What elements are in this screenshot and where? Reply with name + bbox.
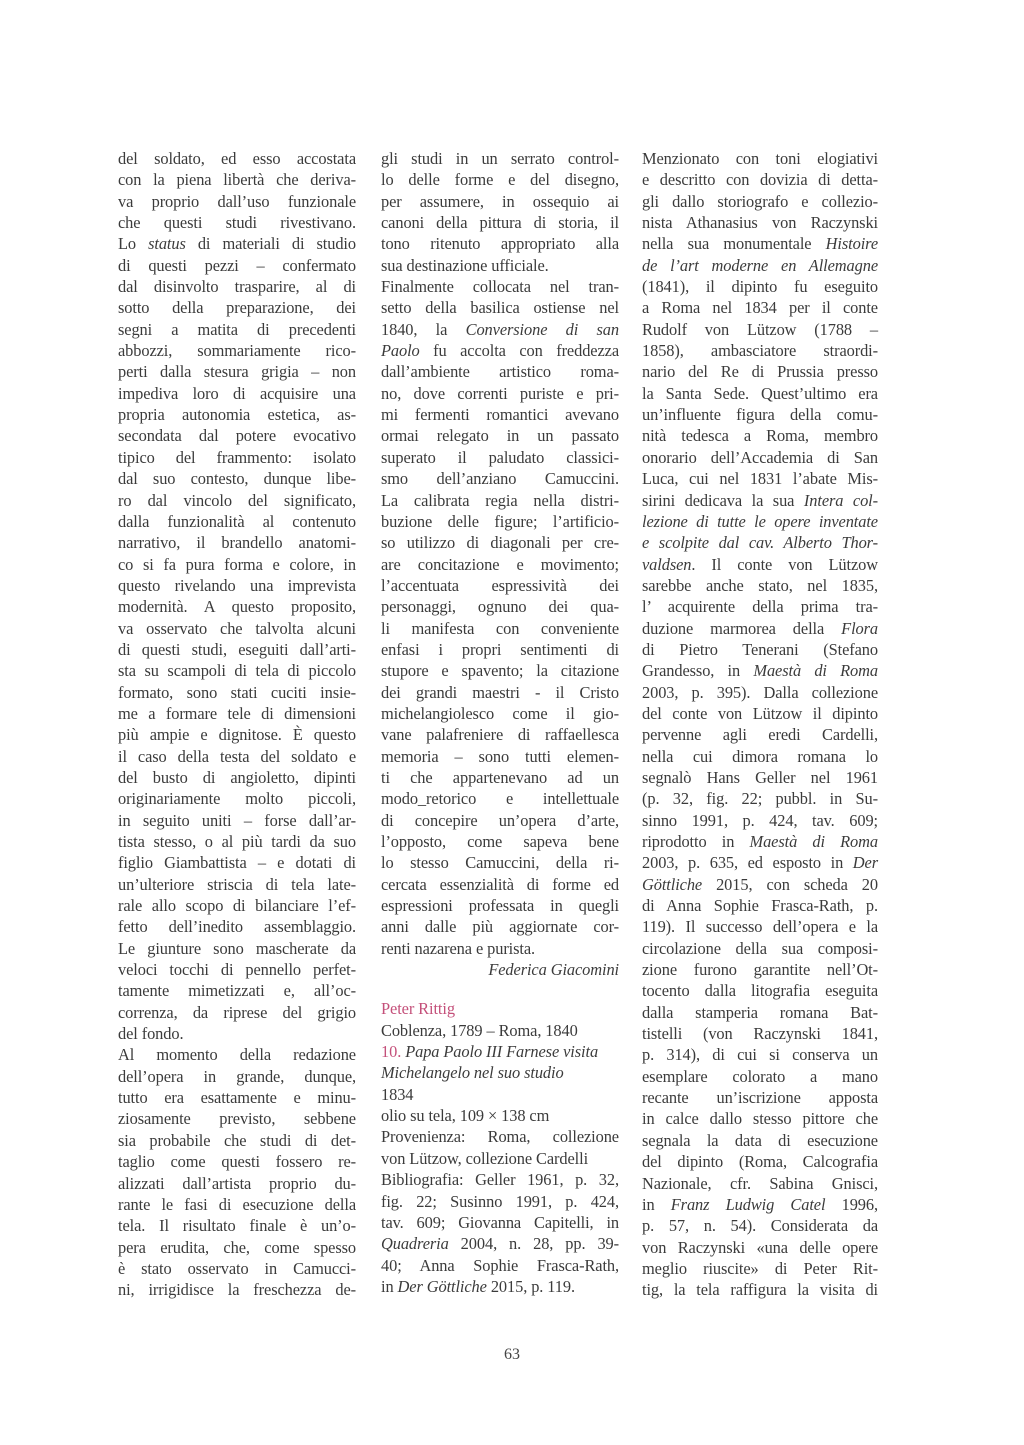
artwork-title (381, 1041, 619, 1062)
text-line: propria autonomia estetica, as- (118, 405, 356, 425)
text-line: Grandesso, in Maestà di Roma (642, 661, 878, 681)
text-line: 40; Anna Sophie Frasca-Rath, (381, 1255, 619, 1275)
text-line: duzione marmorea della Flora (642, 618, 878, 638)
text-line: sarebbe anche stato, nel 1835, (642, 575, 878, 595)
text-line: personaggi, ognuno dei qua- (381, 597, 619, 617)
text-line: pervenne agli eredi Cardelli, (642, 725, 878, 745)
text-line: originariamente molto piccoli, (118, 789, 356, 809)
text-line: enfasi i propri sentimenti di (381, 639, 619, 659)
text-line: Finalmente collocata nel tran- (381, 277, 619, 297)
text-line: ziosamente previsto, sebbene (118, 1109, 356, 1129)
text-line: del busto di angioletto, dipinti (118, 767, 356, 787)
text-line: lo stesso Camuccini, della ri- (381, 853, 619, 873)
essay-continuation (381, 148, 619, 959)
text-line: veloci tocchi di pennello perfet- (118, 960, 356, 980)
text-line: rale allo scopo di bilanciare l’ef- (118, 896, 356, 916)
provenance (381, 1126, 619, 1169)
text-line: tig, la tela raffigura la visita di (642, 1280, 878, 1300)
text-line: stupore e spavento; la citazione (381, 661, 619, 681)
italic-title: de l’art moderne en Allemagne (642, 255, 878, 275)
text-line: are concitazione e movimento; (381, 554, 619, 574)
text-line: vane palafreniere di raffaellesca (381, 725, 619, 745)
text-line: sta su scampoli di tela di piccolo (118, 661, 356, 681)
text-line: in Franz Ludwig Catel 1996, (642, 1194, 878, 1214)
text-line: mi fermenti romantici avevano (381, 405, 619, 425)
text-line: del dipinto (Roma, Calcografia (642, 1152, 878, 1172)
text-line: nista Athanasius von Raczynski (642, 213, 878, 233)
text-line: alizzati dall’artista proprio du- (118, 1173, 356, 1193)
text-line: tela. Il risultato finale è un’o- (118, 1216, 356, 1236)
text-line: perti dalla stesura grigia – non (118, 362, 356, 382)
text-line: dei grandi maestri - il Cristo (381, 682, 619, 702)
text-line: renti nazarena e purista. (381, 938, 536, 958)
text-line: in calce dallo stesso pittore che (642, 1109, 878, 1129)
text-line: a Roma nel 1834 per il conte (642, 298, 878, 318)
artwork-title-line-2: Michelangelo nel suo studio (381, 1063, 564, 1083)
text-line: modernità. A questo proposito, (118, 597, 356, 617)
text-line: dal disinvolto trasparire, al di (118, 277, 356, 297)
text-line: co si fa pura forma e colore, in (118, 554, 356, 574)
artwork-medium: olio su tela, 109 × 138 cm (381, 1106, 550, 1126)
text-line: tocento dalla litografia eseguita (642, 981, 878, 1001)
text-line: smo dell’anziano Camuccini. (381, 469, 619, 489)
text-line: buzione delle figure; l’artificio- (381, 511, 619, 531)
text-line: Le giunture sono mascherate da (118, 938, 356, 958)
text-line: superato il paludato classici- (381, 447, 619, 467)
text-line: dal suo contesto, dunque libe- (118, 469, 356, 489)
text-line: Bibliografia: Geller 1961, p. 32, (381, 1170, 619, 1190)
text-line: in Der Göttliche 2015, p. 119. (381, 1276, 575, 1296)
text-line: tipico del frammento: isolato (118, 447, 356, 467)
text-line: dall’ambiente artistico roma- (381, 362, 619, 382)
text-line: Luca, cui nel 1831 l’abate Mis- (642, 469, 878, 489)
page-number: 63 (504, 1346, 520, 1363)
text-line: secondata dal potere evocativo (118, 426, 356, 446)
italic-title: Der Göttliche (397, 1276, 487, 1296)
text-line: riprodotto in Maestà di Roma (642, 832, 878, 851)
italic-title: Franz Ludwig Catel (670, 1194, 826, 1214)
text-line: zione furono garantite nell’Ot- (642, 960, 878, 980)
text-line: gli dallo storiografo e collezio- (642, 191, 878, 211)
text-line: meglio riuscite» di Peter Rit- (642, 1258, 878, 1278)
text-line: per assumere, in ossequio ai (381, 191, 619, 211)
text-line: tistelli (von Raczynski 1841, (642, 1024, 878, 1044)
text-line: correnza, da riprese del grigio (118, 1002, 356, 1022)
text-line: recante un’iscrizione apposta (642, 1088, 878, 1108)
text-line: e descritto con dovizia di detta- (642, 170, 878, 190)
text-line: Rudolf von Lützow (1788 – (642, 319, 878, 339)
text-line: un’influente figura della comu- (642, 405, 878, 425)
text-line: del soldato, ed esso accostata (118, 149, 356, 168)
text-line: von Raczynski «una delle opere (642, 1237, 878, 1257)
text-line: va osservato che talvolta alcuni (118, 618, 356, 638)
text-line: segni a matita di precedenti (118, 319, 356, 339)
text-line: più ampie e dignitose. È questo (118, 725, 356, 745)
text-line: il caso della testa del soldato e (118, 746, 356, 766)
text-line: Provenienza: Roma, collezione (381, 1127, 619, 1147)
text-line: tutto era esattamente e minu- (118, 1088, 356, 1108)
text-line: un’ulteriore striscia di tela late- (118, 874, 356, 894)
text-line: Nazionale, cfr. Sabina Gnisci, (642, 1173, 878, 1193)
text-line: 1840, la Conversione di san (381, 319, 619, 339)
text-line: Quadreria 2004, n. 28, pp. 39- (381, 1234, 619, 1254)
text-line: memoria – sono tutti elemen- (381, 746, 619, 766)
text-line: Menzionato con toni elogiativi (642, 149, 878, 168)
text-line: ormai relegato in un passato (381, 426, 619, 446)
text-line: no, dove correnti puriste e pri- (381, 383, 619, 403)
text-line: è stato osservato in Camucci- (118, 1258, 356, 1278)
text-line: sia probabile che studi di det- (118, 1130, 356, 1150)
artist-name: Peter Rittig (381, 999, 455, 1019)
text-line: figlio Giambattista – e dotati di (118, 853, 356, 873)
text-line: li manifesta con conveniente (381, 618, 619, 638)
text-line: setto della basilica ostiense nel (381, 298, 619, 318)
text-line: circolazione della sua composi- (642, 938, 878, 958)
text-line: di Pietro Tenerani (Stefano (642, 639, 878, 659)
text-column-3 (642, 148, 878, 1301)
text-line: cercata essenzialità di forme ed (381, 874, 619, 894)
text-line: segnalò Hans Geller nel 1961 (642, 767, 878, 787)
text-line: La calibrata regia nella distri- (381, 490, 619, 510)
catalogue-entry (381, 998, 619, 1297)
text-line: dalla funzionalità al contenuto (118, 511, 356, 531)
text-line: espressioni professata in quegli (381, 896, 619, 916)
section-gap (381, 980, 619, 998)
text-column-1 (118, 148, 356, 1301)
text-line: canoni della pittura di storia, il (381, 213, 619, 233)
text-line: di Anna Sophie Frasca-Rath, p. (642, 896, 878, 916)
text-line: in seguito uniti – forse dall’ar- (118, 810, 356, 830)
text-line: nella sua monumentale Histoire (642, 234, 878, 254)
text-line: tista stesso, o al più tardi da suo (118, 832, 356, 851)
text-line: Göttliche 2015, con scheda 20 (642, 874, 878, 894)
text-line: von Lützow, collezione Cardelli (381, 1148, 589, 1168)
text-line: so utilizzo di diagonali per cre- (381, 533, 619, 553)
text-line: pera erudita, che, come spesso (118, 1237, 356, 1257)
text-line: me a formare tele di dimensioni (118, 703, 356, 723)
text-line: sirini dedicava la sua Intera col- (642, 490, 878, 510)
italic-title: Quadreria (381, 1234, 449, 1254)
text-line: nario del Re di Prussia presso (642, 362, 878, 382)
text-line: gli studi in un serrato control- (381, 149, 619, 168)
text-line: (1841), il dipinto fu eseguito (642, 277, 878, 297)
text-line: l’ acquirente della prima tra- (642, 597, 878, 617)
text-line: del fondo. (118, 1024, 184, 1044)
text-line: 2003, p. 395). Dalla collezione (642, 682, 878, 702)
italic-title: lezione di tutte le opere inventate (642, 511, 878, 531)
text-line: sua destinazione ufficiale. (381, 255, 549, 275)
text-line: Lo status di materiali di studio (118, 234, 356, 254)
text-line: nità tedesca a Roma, membro (642, 426, 878, 446)
text-line: la Santa Sede. Quest’ultimo era (642, 383, 878, 403)
text-line: michelangiolesco come il gio- (381, 703, 619, 723)
entry-number: 10. (381, 1042, 402, 1062)
text-line (642, 511, 878, 532)
text-line: taglio come questi fossero re- (118, 1152, 356, 1172)
text-line: dell’opera in grande, dunque, (118, 1066, 356, 1086)
italic-title: Der (852, 853, 878, 873)
text-line: Al momento della redazione (118, 1045, 356, 1065)
text-line: 2003, p. 635, ed esposto in Der (642, 853, 878, 873)
text-line: l’accentuata espressività dei (381, 575, 619, 595)
text-column-2 (381, 148, 619, 1297)
text-line: nella cui dimora romana lo (642, 746, 878, 766)
text-line: impediva loro di acquisire una (118, 383, 356, 403)
artwork-date: 1834 (381, 1084, 414, 1104)
artwork-title-line-1: Papa Paolo III Farnese visita (405, 1042, 599, 1062)
text-line: Paolo fu accolta con freddezza (381, 341, 619, 361)
text-line: p. 57, n. 54). Considerata da (642, 1216, 878, 1236)
text-line: del conte von Lützow il dipinto (642, 703, 878, 723)
italic-title: Flora (841, 618, 878, 638)
text-line: p. 314), di cui si conserva un (642, 1045, 878, 1065)
text-line: l’opposto, come sapeva bene (381, 832, 619, 851)
text-line: anni dalle più aggiornate cor- (381, 917, 619, 937)
text-line: rante le fasi di esecuzione della (118, 1194, 356, 1214)
italic-title: Intera col- (803, 490, 878, 510)
text-line: sotto della preparazione, dei (118, 298, 356, 318)
text-line: onorario dell’Accademia di San (642, 447, 878, 467)
text-line: modo_retorico e intellettuale (381, 789, 619, 809)
text-line: abbozzi, sommariamente rico- (118, 341, 356, 361)
text-line: dalla stamperia romana Bat- (642, 1002, 878, 1022)
italic-title: Histoire (825, 234, 878, 254)
italic-title: Göttliche (642, 874, 703, 894)
text-line: di concepire un’opera d’arte, (381, 810, 619, 830)
italic-title: Paolo (381, 341, 420, 361)
text-line: con la piena libertà che deriva- (118, 170, 356, 190)
text-line: di questi pezzi – confermato (118, 255, 356, 275)
text-line: sinno 1991, p. 424, tav. 609; (642, 810, 878, 830)
italic-title: Maestà di Roma (749, 832, 878, 851)
text-line: narrativo, il brandello anatomi- (118, 533, 356, 553)
text-line: valdsen. Il conte von Lützow (642, 554, 878, 574)
text-line: ro dal vincolo del significato, (118, 490, 356, 510)
text-line: fetto dell’inedito assemblaggio. (118, 917, 356, 937)
author-signature: Federica Giacomini (488, 960, 619, 980)
italic-title: status (148, 234, 186, 254)
text-line: esemplare colorato a mano (642, 1066, 878, 1086)
bibliography (381, 1169, 619, 1297)
text-line (642, 255, 878, 276)
text-line: segnala la data di esecuzione (642, 1130, 878, 1150)
text-line: (p. 32, fig. 22; pubbl. in Su- (642, 789, 878, 809)
artist-life-dates: Coblenza, 1789 – Roma, 1840 (381, 1020, 578, 1040)
text-line: 119). Il successo dell’opera e la (642, 917, 878, 937)
text-line: che questi studi rivestivano. (118, 213, 356, 233)
text-line: di questi studi, eseguiti dall’arti- (118, 639, 356, 659)
text-line: 1858), ambasciatore straordi- (642, 341, 878, 361)
text-line (642, 532, 878, 553)
italic-title: valdsen (642, 554, 692, 574)
text-line: va proprio dall’uso funzionale (118, 191, 356, 211)
italic-title: e scolpite dal cav. Alberto Thor- (642, 533, 878, 553)
text-line: tamente mimetizzati e, all’oc- (118, 981, 356, 1001)
italic-title: Conversione di san (465, 319, 619, 339)
text-line: ni, irrigidisce la freschezza de- (118, 1280, 356, 1300)
text-line: questo rivelando una imprevista (118, 575, 356, 595)
text-line: tav. 609; Giovanna Capitelli, in (381, 1212, 619, 1232)
text-line: tono ritenuto appropriato alla (381, 234, 619, 254)
text-line: ti che appartenevano ad un (381, 767, 619, 787)
text-line: lo delle forme e del disegno, (381, 170, 619, 190)
text-line: formato, sono stati cuciti insie- (118, 682, 356, 702)
italic-title: Maestà di Roma (753, 661, 878, 681)
text-line: fig. 22; Susinno 1991, p. 424, (381, 1191, 619, 1211)
